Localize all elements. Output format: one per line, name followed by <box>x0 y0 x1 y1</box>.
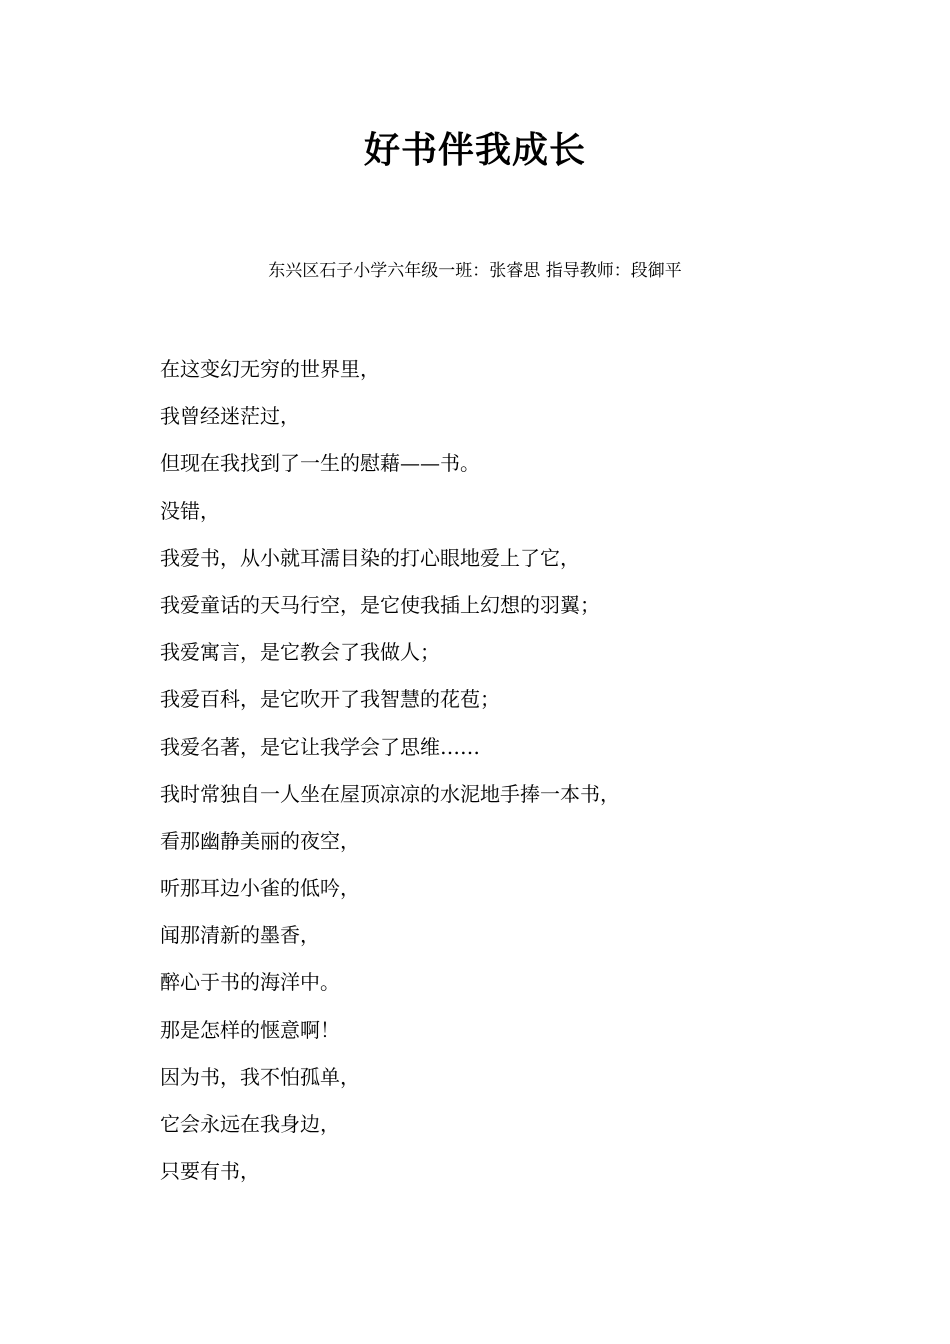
author-byline: 东兴区石子小学六年级一班：张睿思 指导教师：段御平 <box>268 261 682 281</box>
poem-line: 在这变幻无穷的世界里， <box>160 357 380 381</box>
poem-line: 我时常独自一人坐在屋顶凉凉的水泥地手捧一本书， <box>160 781 620 806</box>
poem-line: 我爱书，从小就耳濡目染的打心眼地爱上了它， <box>160 545 580 570</box>
poem-line: 听那耳边小雀的低吟， <box>160 876 360 901</box>
poem-line: 我爱名著，是它让我学会了思维…… <box>160 734 480 759</box>
poem-line: 我爱百科，是它吹开了我智慧的花苞； <box>160 687 500 712</box>
document-title: 好书伴我成长 <box>363 129 586 171</box>
poem-line: 我爱寓言，是它教会了我做人； <box>160 640 440 665</box>
poem-line: 闻那清新的墨香， <box>160 923 320 948</box>
poem-line: 因为书，我不怕孤单， <box>160 1064 360 1089</box>
poem-line: 那是怎样的惬意啊！ <box>160 1017 340 1042</box>
poem-line: 我曾经迷茫过， <box>160 404 300 429</box>
poem-line: 只要有书， <box>160 1159 260 1184</box>
poem-line: 我爱童话的天马行空，是它使我插上幻想的羽翼； <box>160 592 600 617</box>
poem-line: 看那幽静美丽的夜空， <box>160 828 360 853</box>
poem-line: 但现在我找到了一生的慰藉——书。 <box>160 451 480 476</box>
poem-body <box>160 346 860 1195</box>
poem-line: 它会永远在我身边， <box>160 1112 340 1136</box>
poem-line: 醉心于书的海洋中。 <box>160 970 340 995</box>
poem-line: 没错， <box>160 498 220 523</box>
